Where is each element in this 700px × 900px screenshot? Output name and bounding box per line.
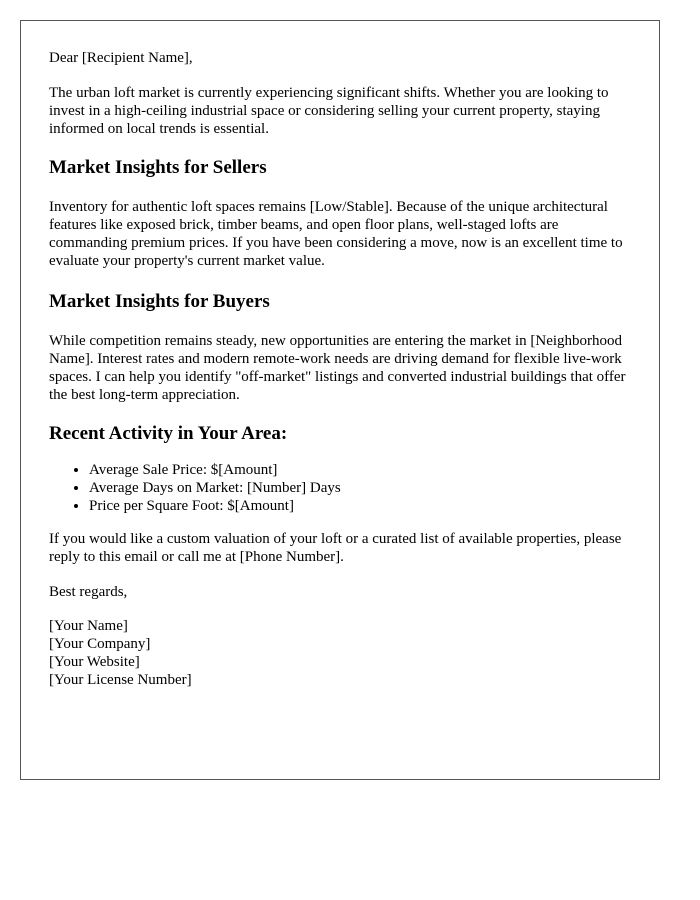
activity-item-price-per-sqft: • Price per Square Foot: $[Amount] — [89, 497, 631, 515]
activity-list — [49, 461, 631, 515]
signature-license: [Your License Number] — [49, 672, 192, 688]
letter-container — [20, 20, 660, 780]
activity-item-days-on-market: • Average Days on Market: [Number] Days — [89, 479, 631, 497]
signature-company: [Your Company] — [49, 636, 151, 652]
buyers-heading: Market Insights for Buyers — [49, 291, 270, 312]
sellers-paragraph: Inventory for authentic loft spaces remains [Low/Stable]. Because of the unique architectural features like exposed brick, timber beams, and open floor plans, well-staged lofts are commanding premium prices. If you have been considering a move, now is an excellent time to evaluate your property's current market value. — [49, 199, 623, 269]
buyers-paragraph: While competition remains steady, new opportunities are entering the market in [Neighborhood Name]. Interest rates and modern remote-work needs are driving demand for flexible live-work spaces. I can help you identify "off-market" listings and converted industrial buildings that offer the best long-term appreciation. — [49, 333, 626, 403]
signature-block — [49, 617, 631, 689]
closing-paragraph: If you would like a custom valuation of your loft or a curated list of available properties, please reply to this email or call me at [Phone Number]. — [49, 531, 622, 565]
sellers-heading: Market Insights for Sellers — [49, 157, 267, 178]
activity-item-sale-price: • Average Sale Price: $[Amount] — [89, 461, 631, 479]
greeting: Dear [Recipient Name], — [49, 50, 193, 66]
signature-name: [Your Name] — [49, 618, 128, 634]
intro-paragraph: The urban loft market is currently experiencing significant shifts. Whether you are looking to invest in a high-ceiling industrial space or considering selling your current property, staying informed on local trends is essential. — [49, 85, 609, 137]
activity-heading: Recent Activity in Your Area: — [49, 423, 288, 444]
signature-website: [Your Website] — [49, 654, 140, 670]
signoff: Best regards, — [49, 584, 128, 600]
